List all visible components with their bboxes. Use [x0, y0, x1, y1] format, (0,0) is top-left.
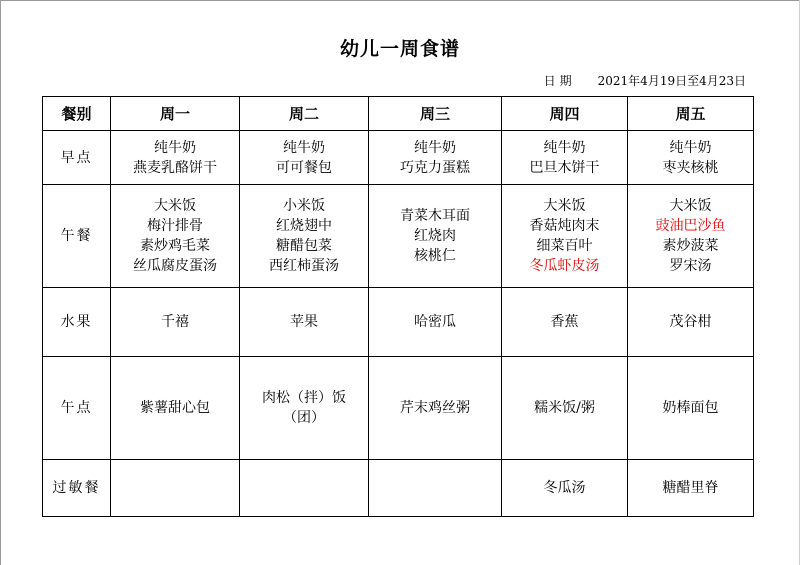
- dish-item: 大米饭: [154, 198, 196, 214]
- menu-cell-wed: [369, 288, 502, 357]
- dish-item: 糖醋包菜: [276, 238, 332, 254]
- dish-item: 冬瓜虾皮汤: [529, 258, 600, 274]
- day-header-mon: 周一: [111, 97, 240, 131]
- meal-label: 早点: [43, 131, 111, 185]
- dish-item: 纯牛奶: [154, 139, 196, 156]
- dish-item: 纯牛奶: [414, 139, 456, 156]
- dish-item: 冬瓜汤: [543, 480, 586, 496]
- meal-row-lunch: [43, 185, 754, 288]
- menu-cell-thu: [502, 357, 628, 460]
- dish-item: 香蕉: [550, 314, 579, 330]
- dish-item: 红烧翅中: [276, 218, 332, 234]
- meal-row-fruit: [43, 288, 754, 357]
- dish-item: 糯米饭/粥: [534, 400, 595, 416]
- dish-item: 芹末鸡丝粥: [400, 400, 470, 416]
- menu-cell-fri: [628, 288, 754, 357]
- dish-item: 纯牛奶: [283, 139, 325, 156]
- header-row: [43, 97, 754, 131]
- dish-item: 苹果: [290, 314, 318, 330]
- dish-item: 红烧肉: [414, 228, 456, 244]
- dish-item: 纯牛奶: [543, 139, 586, 156]
- menu-cell-fri: [628, 185, 754, 288]
- menu-cell-tue: [240, 185, 369, 288]
- menu-cell-wed: [369, 460, 502, 517]
- page-title: 幼儿一周食谱: [339, 38, 460, 60]
- dish-item: 紫薯甜心包: [140, 400, 210, 416]
- meal-label: 水果: [43, 288, 111, 357]
- menu-cell-fri: [628, 460, 754, 517]
- dish-item: 可可餐包: [276, 159, 332, 176]
- menu-cell-thu: [502, 460, 628, 517]
- menu-cell-mon: [111, 460, 240, 517]
- meal-row-breakfast: [43, 131, 754, 185]
- dish-item: 核桃仁: [414, 248, 456, 264]
- dish-item: 奶棒面包: [662, 400, 719, 416]
- menu-cell-fri: [628, 131, 754, 185]
- menu-cell-mon: [111, 185, 240, 288]
- dish-item: 枣夹核桃: [662, 159, 719, 176]
- day-header-wed: 周三: [369, 97, 502, 131]
- meal-label: 午餐: [43, 185, 111, 288]
- menu-cell-tue: [240, 131, 369, 185]
- day-header-fri: 周五: [628, 97, 754, 131]
- menu-cell-mon: [111, 357, 240, 460]
- menu-cell-wed: [369, 185, 502, 288]
- weekly-menu-table: [42, 96, 754, 517]
- dish-item: 茂谷柑: [669, 314, 712, 330]
- dish-item: 小米饭: [283, 198, 325, 214]
- meal-row-allergy: [43, 460, 754, 517]
- dish-item: 青菜木耳面: [400, 208, 470, 224]
- day-header-thu: 周四: [502, 97, 628, 131]
- menu-cell-thu: [502, 288, 628, 357]
- dish-item: 糖醋里脊: [662, 480, 719, 496]
- dish-item: 千禧: [161, 314, 189, 330]
- dish-item: 大米饭: [543, 198, 586, 214]
- date-value: 2021年4月19日至4月23日: [597, 74, 746, 88]
- window-left-border: [0, 0, 1, 565]
- menu-cell-fri: [628, 357, 754, 460]
- date-label: 日期: [543, 74, 576, 88]
- date-line: [544, 72, 746, 89]
- dish-item: 纯牛奶: [669, 139, 712, 156]
- day-header-tue: 周二: [240, 97, 369, 131]
- meal-row-snack: [43, 357, 754, 460]
- menu-cell-mon: [111, 131, 240, 185]
- meal-column-header: 餐别: [43, 97, 111, 131]
- menu-cell-tue: [240, 357, 369, 460]
- dish-item: 豉油巴沙鱼: [655, 218, 726, 234]
- meal-label: 过敏餐: [43, 460, 111, 517]
- menu-cell-tue: [240, 288, 369, 357]
- dish-item: 燕麦乳酪饼干: [133, 159, 217, 176]
- dish-item: 细菜百叶: [536, 238, 593, 254]
- menu-cell-mon: [111, 288, 240, 357]
- menu-cell-wed: [369, 131, 502, 185]
- dish-item: 素炒鸡毛菜: [140, 238, 210, 254]
- meal-label: 午点: [43, 357, 111, 460]
- menu-cell-thu: [502, 185, 628, 288]
- dish-item: 香菇炖肉末: [529, 218, 600, 234]
- dish-item: 梅汁排骨: [147, 218, 203, 234]
- dish-item: 巴旦木饼干: [529, 159, 600, 176]
- dish-item: 素炒菠菜: [662, 238, 719, 254]
- dish-item: 肉松（拌）饭: [262, 390, 346, 406]
- dish-item: 哈密瓜: [414, 314, 456, 330]
- dish-item: 巧克力蛋糕: [400, 159, 470, 176]
- dish-item: 西红柿蛋汤: [269, 258, 339, 274]
- menu-cell-tue: [240, 460, 369, 517]
- dish-item: （团）: [283, 410, 325, 426]
- dish-item: 丝瓜腐皮蛋汤: [133, 258, 217, 274]
- dish-item: 罗宋汤: [669, 258, 712, 274]
- menu-cell-wed: [369, 357, 502, 460]
- window-top-border: [0, 0, 800, 1]
- menu-cell-thu: [502, 131, 628, 185]
- dish-item: 大米饭: [669, 198, 712, 214]
